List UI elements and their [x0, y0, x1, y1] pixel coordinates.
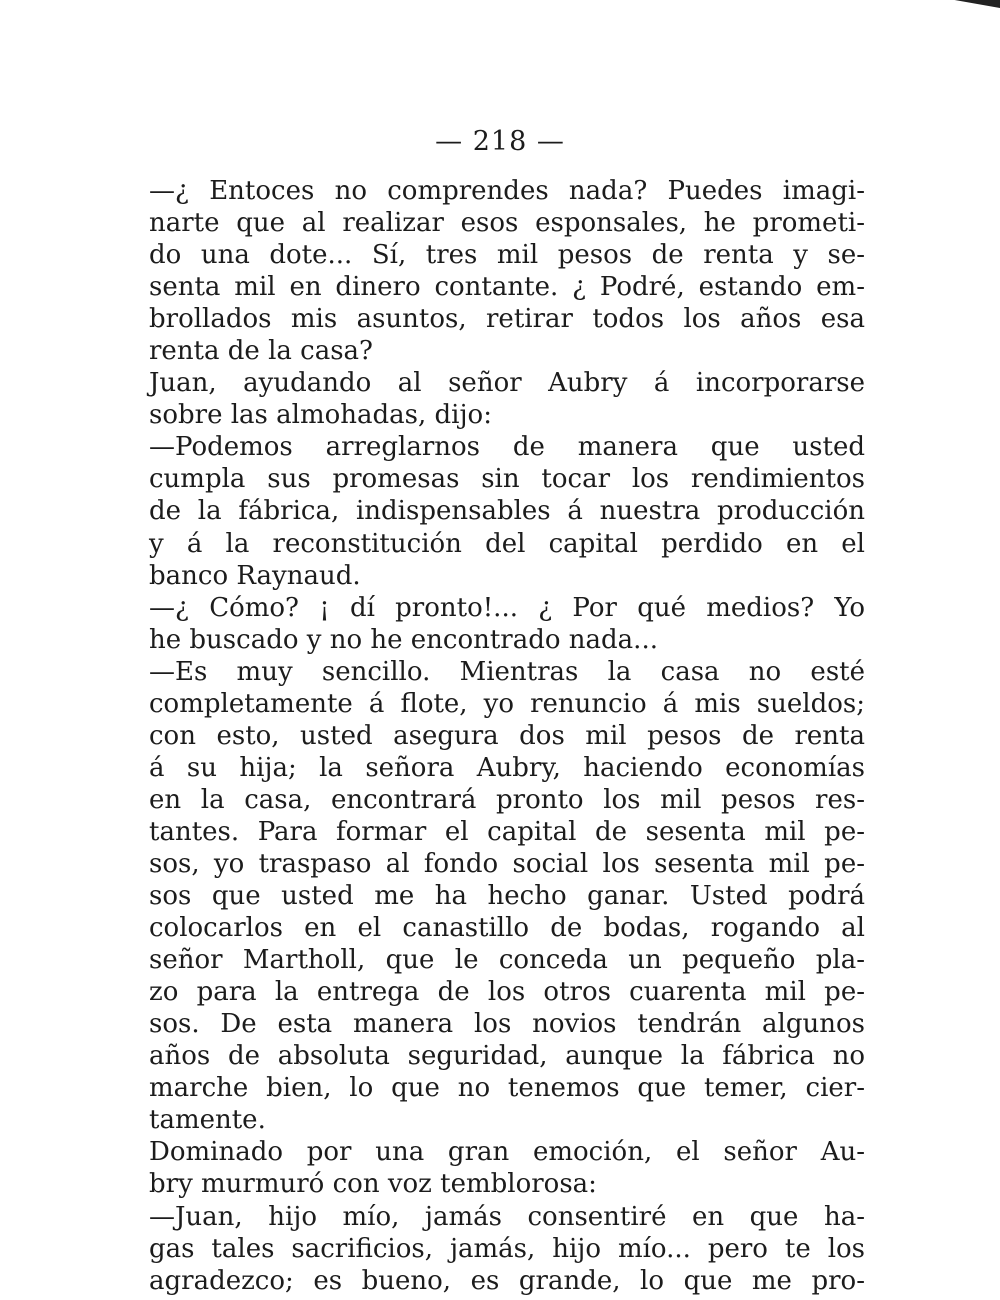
text-line: banco Raynaud. — [149, 560, 361, 591]
text-line: —¿ Entoces no comprendes nada? Puedes imagi- — [149, 176, 865, 206]
text-line: con esto, usted asegura dos mil pesos de renta — [149, 720, 865, 751]
text-line: sos. De esta manera los novios tendrán algunos — [149, 1009, 865, 1040]
text-line: de la fábrica, indispensables á nuestra producción — [149, 496, 865, 527]
text-line: sobre las almohadas, dijo: — [149, 400, 492, 431]
text-line: bry murmuró con voz temblorosa: — [149, 1169, 597, 1200]
scan-edge-mark — [952, 0, 1000, 8]
text-line: Dominado por una gran emoción, el señor Au- — [149, 1137, 865, 1168]
text-line: completamente á flote, yo renuncio á mis sueldos; — [149, 688, 865, 719]
text-line: narte que al realizar esos esponsales, he prometi- — [149, 208, 865, 239]
text-line: —Podemos arreglarnos de manera que usted — [149, 432, 865, 463]
text-line: agradezco; es bueno, es grande, lo que me pro- — [149, 1265, 865, 1296]
text-line: gas tales sacrificios, jamás, hijo mío... pero te los — [149, 1233, 865, 1264]
text-line: —¿ Cómo? ¡ dí pronto!... ¿ Por qué medios? Yo — [149, 592, 865, 623]
text-line: senta mil en dinero contante. ¿ Podré, estando em- — [149, 272, 865, 303]
page-number: — 218 — — [435, 126, 565, 157]
text-line: colocarlos en el canastillo de bodas, rogando al — [149, 913, 865, 944]
text-line: sos que usted me ha hecho ganar. Usted podrá — [149, 881, 865, 912]
text-line: do una dote... Sí, tres mil pesos de renta y se- — [149, 240, 865, 271]
text-line: en la casa, encontrará pronto los mil pesos res- — [149, 784, 865, 815]
text-line: y á la reconstitución del capital perdido en el — [149, 528, 865, 559]
text-line: á su hija; la señora Aubry, haciendo economías — [149, 752, 865, 783]
text-line: años de absoluta seguridad, aunque la fábrica no — [149, 1041, 865, 1072]
text-line: tamente. — [149, 1105, 266, 1136]
text-line: —Es muy sencillo. Mientras la casa no esté — [149, 656, 865, 687]
text-line: tantes. Para formar el capital de sesenta mil pe- — [149, 816, 865, 847]
text-line: zo para la entrega de los otros cuarenta mil pe- — [149, 977, 865, 1008]
text-line: brollados mis asuntos, retirar todos los años esa — [149, 304, 865, 335]
text-line: he buscado y no he encontrado nada... — [149, 624, 658, 655]
text-line: cumpla sus promesas sin tocar los rendimientos — [149, 464, 865, 495]
text-line: Juan, ayudando al señor Aubry á incorporarse — [149, 368, 865, 399]
body-text — [149, 175, 865, 1297]
text-line: señor Martholl, que le conceda un pequeño pla- — [149, 945, 865, 976]
text-line: sos, yo traspaso al fondo social los sesenta mil pe- — [149, 848, 865, 879]
text-line: renta de la casa? — [149, 336, 373, 367]
text-line: marche bien, lo que no tenemos que temer, cier- — [149, 1073, 865, 1104]
text-line: —Juan, hijo mío, jamás consentiré en que ha- — [149, 1201, 865, 1232]
